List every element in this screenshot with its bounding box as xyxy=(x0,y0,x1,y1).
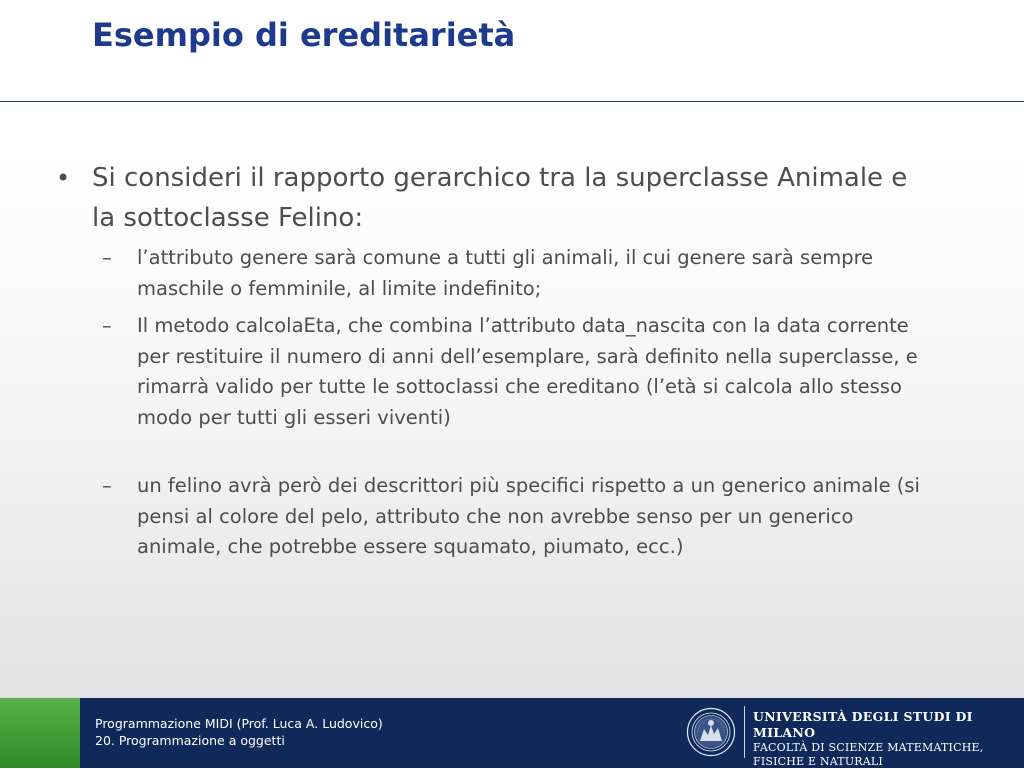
footer-lecture: 20. Programmazione a oggetti xyxy=(95,733,285,748)
footer-accent-block xyxy=(0,698,80,768)
sub-bullet-marker: – xyxy=(102,474,112,497)
footer-divider xyxy=(744,706,745,758)
sub-bullet-text: Il metodo calcolaEta, che combina l’attributo data_nascita con la data corrente per restituire il numero di anni dell’esemplare, sarà definito nella superclasse, e rimarrà valido per tutte le sottoclassi che ereditano (l’età si calcola allo stesso modo per tutti gli esseri viventi) xyxy=(137,314,918,429)
sub-bullet-text: l’attributo genere sarà comune a tutti gli animali, il cui genere sarà sempre maschile o femminile, al limite indefinito; xyxy=(137,246,874,300)
footer-course-info xyxy=(95,715,383,749)
footer-bar xyxy=(0,698,1024,768)
university-seal-icon xyxy=(686,707,736,757)
bullet-marker: • xyxy=(56,164,71,192)
slide-title: Esempio di ereditarietà xyxy=(92,16,516,54)
title-divider xyxy=(0,101,1024,102)
faculty-line-1: FACOLTÀ DI SCIENZE MATEMATICHE, xyxy=(753,741,984,754)
university-name: UNIVERSITÀ DEGLI STUDI DI MILANO xyxy=(753,709,973,740)
sub-bullet-marker: – xyxy=(102,314,112,337)
title-area xyxy=(0,0,1024,101)
sub-bullet-text: un felino avrà però dei descrittori più specifici rispetto a un generico animale (si pensi al colore del pelo, attributo che non avrebbe senso per un generico animale, che potrebbe essere squamato, piumato, ecc.) xyxy=(137,474,920,558)
sub-bullet-marker: – xyxy=(102,246,112,269)
university-logo-text xyxy=(753,709,1024,769)
faculty-line-2: FISICHE E NATURALI xyxy=(753,755,883,768)
bullet-text: Si consideri il rapporto gerarchico tra la superclasse Animale e la sottoclasse Felino: xyxy=(92,163,908,233)
footer-course: Programmazione MIDI (Prof. Luca A. Ludovico) xyxy=(95,716,383,731)
